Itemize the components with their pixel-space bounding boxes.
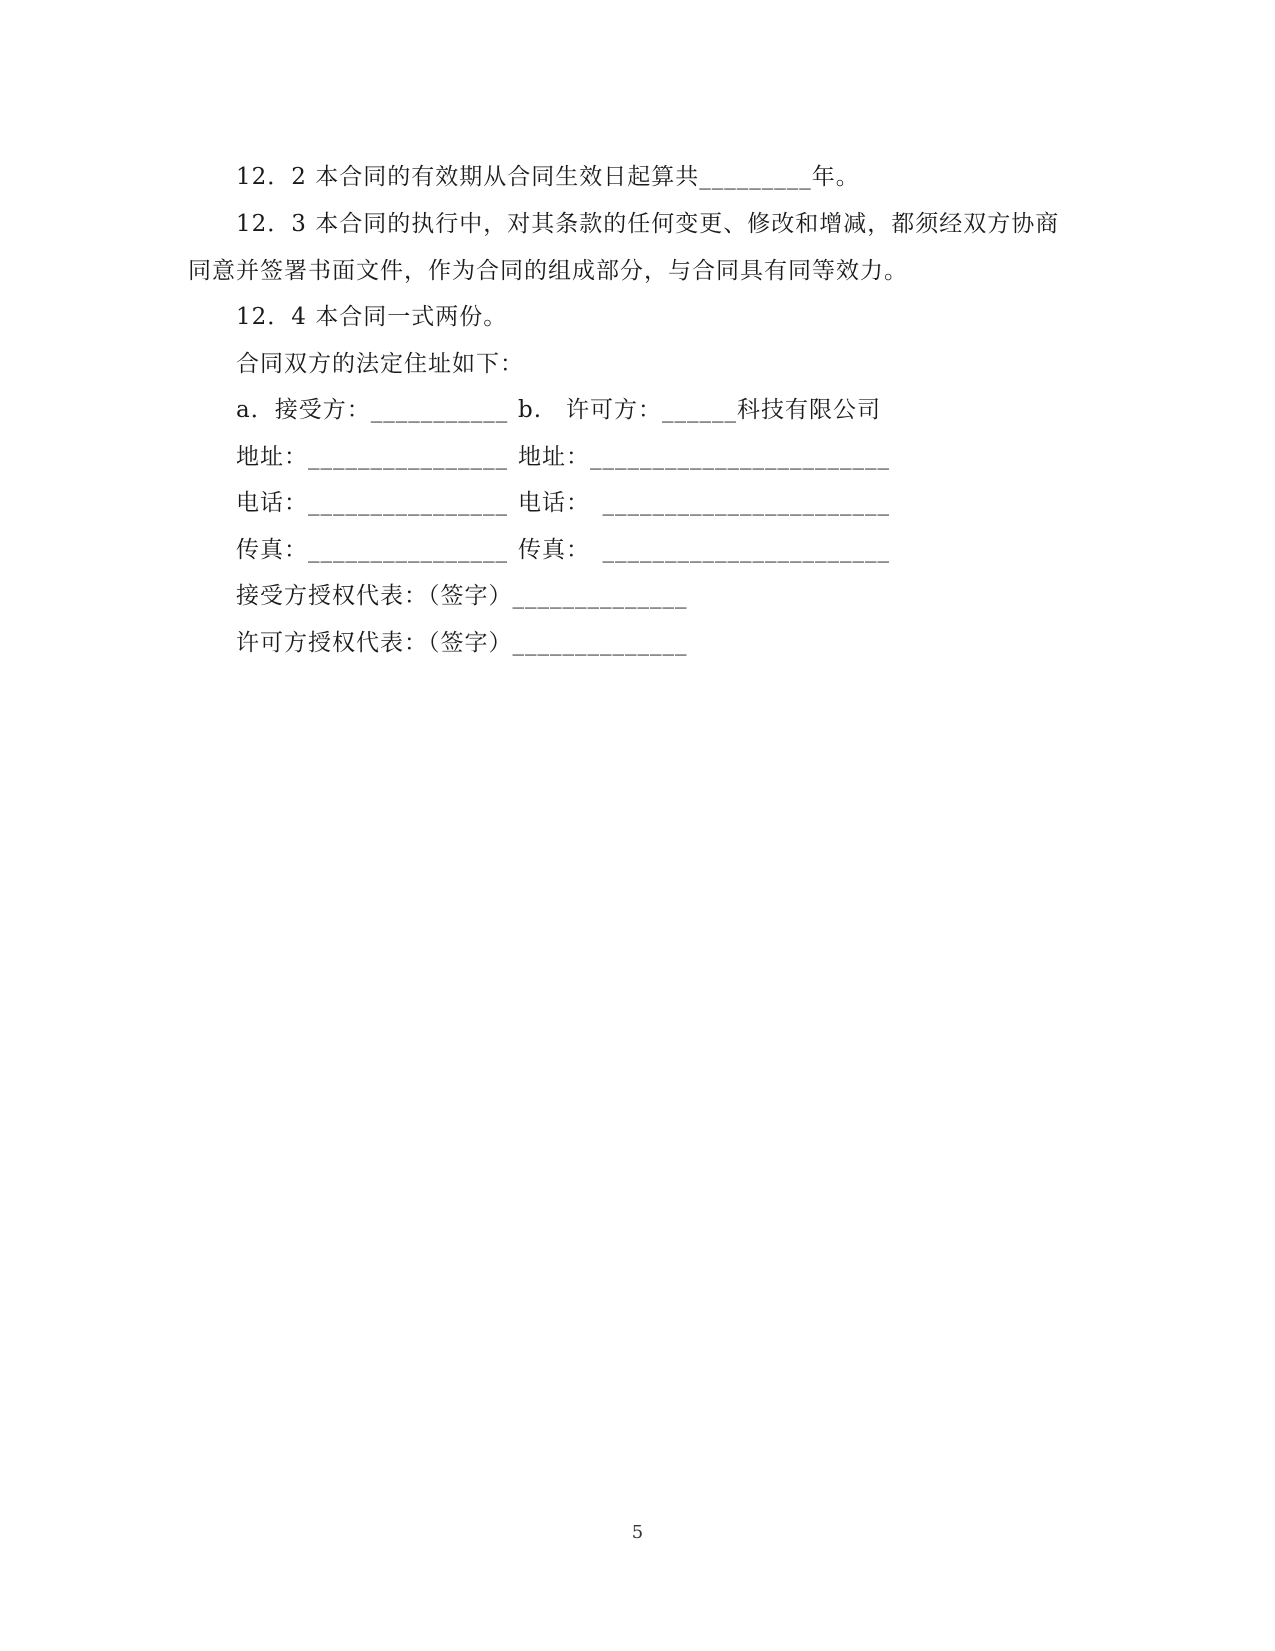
addresses-intro: 合同双方的法定住址如下： xyxy=(236,351,524,377)
fax-row xyxy=(236,535,890,565)
licensor-representative-signature: 许可方授权代表：（签字）______________ xyxy=(236,630,688,656)
licensee-address: 地址：________________ xyxy=(236,444,508,470)
clause-12-3-line-1: 12．3 本合同的执行中，对其条款的任何变更、修改和增减，都须经双方协商 xyxy=(236,211,1060,237)
phone-row xyxy=(236,488,890,518)
licensee-label: a．接受方：___________ xyxy=(236,397,509,423)
licensee-representative-signature: 接受方授权代表：（签字）______________ xyxy=(236,583,688,609)
licensor-address: 地址：________________________ xyxy=(518,444,890,470)
licensor-fax: 传真： _______________________ xyxy=(518,537,890,563)
party-row xyxy=(236,395,882,425)
clause-12-2: 12．2 本合同的有效期从合同生效日起算共_________年。 xyxy=(236,164,860,190)
clause-12-4: 12．4 本合同一式两份。 xyxy=(236,304,508,330)
licensor-label: b. 许可方：______科技有限公司 xyxy=(518,397,882,423)
page-number: 5 xyxy=(631,1522,644,1543)
licensee-phone: 电话：________________ xyxy=(236,490,508,516)
address-row xyxy=(236,442,890,472)
licensee-fax: 传真：________________ xyxy=(236,537,508,563)
clause-12-3-line-2: 同意并签署书面文件，作为合同的组成部分，与合同具有同等效力。 xyxy=(188,258,908,284)
licensor-phone: 电话： _______________________ xyxy=(518,490,890,516)
